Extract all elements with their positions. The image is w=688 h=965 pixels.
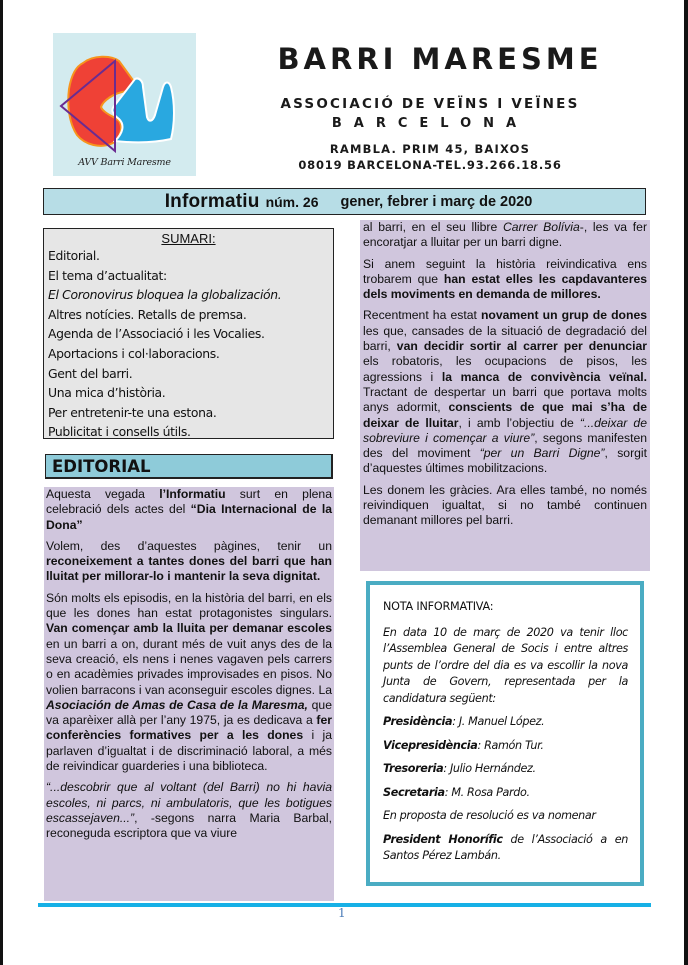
text-run-bold: “Dia Internacional de la Dona” — [46, 502, 332, 532]
issue-banner — [43, 188, 646, 215]
summary-item: Una mica d’història. — [48, 385, 166, 401]
text-run-bold: Van començar amb la lluita per demanar escoles — [46, 621, 332, 636]
honorary-role: President Honorífic — [383, 832, 503, 846]
summary-item: El tema d’actualitat: — [48, 267, 167, 283]
board-name: : J. Manuel López. — [452, 715, 545, 728]
editorial-paragraph — [46, 591, 332, 775]
text-run-bold: van decidir sortir al carrer per denunciar — [396, 339, 647, 354]
text-run-italic: Carrer Bolívia — [502, 220, 580, 234]
editorial-paragraph — [363, 483, 647, 529]
text-run-bold: novament un grup de dones — [480, 308, 648, 323]
text-run-italic: “per un Barri Digne” — [479, 446, 605, 461]
text-run: , segons manifesten des del moviment — [363, 430, 648, 461]
board-name: : Julio Hernández. — [443, 762, 536, 775]
editorial-paragraph — [363, 220, 647, 251]
board-member — [383, 785, 628, 802]
issue-name: Informatiu — [164, 190, 260, 212]
text-run: surt en plena celebració dels actes del — [46, 487, 332, 517]
editorial-paragraph — [363, 257, 647, 303]
board-role: Tresoreria — [383, 762, 444, 775]
text-run: , i amb l’objectiu de — [458, 415, 580, 430]
board-role: Presidència — [383, 715, 453, 728]
logo-graphic-icon — [53, 33, 196, 176]
text-run: , -segons narra Maria Barbal, reconeguda escriptora que va viure — [46, 810, 332, 841]
text-run-bold: reconeixement a tantes dones del barri que han lluitat per millorar-lo i mantenir la seva dignitat. — [46, 554, 332, 584]
address-line-2: 08019 BARCELONA-TEL.93.266.18.56 — [298, 158, 562, 172]
summary-item: Altres notícies. Retalls de premsa. — [48, 306, 247, 322]
info-note-heading: NOTA INFORMATIVA: — [383, 600, 494, 613]
board-name: : Ramón Tur. — [477, 738, 544, 752]
summary-item: El Coronovirus bloquea la globalización. — [48, 287, 282, 303]
association-name: ASSOCIACIÓ DE VEÏNS I VEÏNES — [280, 96, 580, 112]
info-note-intro: En data 10 de març de 2020 va tenir lloc l’Assemblea General de Socis i entre altres punts de l’ordre del dia es va escollir la nova Junta de Govern, representada per la candidatura següent: — [383, 625, 628, 705]
summary-item: Aportacions i col·laboracions. — [48, 345, 220, 361]
association-city: BARCELONA — [331, 116, 529, 131]
summary-item: Editorial. — [48, 248, 100, 263]
text-run: , sorgit d’aquestes últimes mobilitzacions. — [363, 446, 648, 476]
publication-title: BARRI MARESME — [277, 42, 603, 76]
text-run: Tractant de despertar un barri que portava molts anys adormit, — [363, 384, 647, 415]
text-run: Recentment ha estat — [363, 308, 481, 323]
text-run-bold: l’Informatiu — [159, 487, 226, 501]
editorial-paragraph — [46, 487, 332, 533]
association-logo — [53, 33, 196, 176]
editorial-column-right — [360, 220, 650, 571]
board-role: Secretaria — [383, 785, 445, 799]
text-run-bold: la manca de convivència veïnal. — [441, 369, 647, 384]
text-run: en un barri a on, durant més de vuit anys des de la seva creació, els nens i nenes vagaven pels carrers o en acadèmies privades improvisades en pisos. No volien barracons i van aconseguir escoles dignes. La — [46, 636, 332, 697]
editorial-paragraph — [46, 539, 332, 585]
editorial-heading: EDITORIAL — [45, 454, 333, 479]
text-run: que va aparèixer allà per l’any 1975, ja es dedicava a — [46, 697, 332, 728]
address-line-1: RAMBLA. PRIM 45, BAIXOS — [329, 142, 531, 156]
info-note-box — [366, 581, 644, 886]
editorial-paragraph — [363, 308, 647, 476]
summary-item: Publicitat i consells útils. — [48, 424, 191, 440]
text-run-bold: han estat elles les capdavanteres dels moviments en demanda de millores. — [363, 271, 647, 302]
issue-number: núm. 26 — [265, 193, 319, 210]
text-run-italic: “...deixar de sobreviure i començar a viure” — [363, 415, 647, 445]
board-member — [383, 714, 628, 731]
summary-item: Per entretenir-te una estona. — [48, 404, 217, 420]
text-run-bold-italic: Asociación de Amas de Casa de la Maresma, — [46, 697, 308, 712]
board-member — [383, 738, 628, 755]
text-run: al barri, en el seu llibre — [363, 220, 503, 234]
text-run-bold: conscients de que mai s’ha de deixar de lluitar — [363, 400, 647, 430]
editorial-paragraph — [46, 780, 332, 841]
board-name: : M. Rosa Pardo. — [444, 785, 530, 799]
board-role: Vicepresidència — [383, 738, 478, 752]
text-run: Les donem les gràcies. Ara elles també, no només reivindiquen igualtat, si no també continuen demanant millores pel barri. — [363, 482, 647, 528]
text-run: Són molts els episodis, en la història del barri, en els que les dones han estat protagonistes singulars. — [46, 590, 332, 621]
board-member — [383, 761, 628, 778]
page-edge-right — [684, 0, 688, 965]
text-run: Aquesta vegada — [46, 487, 160, 501]
text-run: Si anem seguint la història reivindicativa ens trobarem que — [363, 256, 647, 286]
text-run: Volem, des d’aquestes pàgines, tenir un — [46, 538, 332, 553]
summary-title: SUMARI: — [161, 231, 216, 246]
logo-caption: AVV Barri Maresme — [78, 157, 171, 168]
info-note-proposal: En proposta de resolució es va nomenar — [383, 809, 596, 822]
text-run-bold: fer conferències formatives per a les dones — [46, 713, 332, 743]
page-edge-left — [0, 0, 3, 965]
summary-box — [43, 228, 334, 439]
editorial-column-left — [44, 487, 334, 901]
text-run-italic: “...descobrir que al voltant (del Barri) no hi havia escoles, ni parcs, ni ambulatoris, que les botigues escassejaven...” — [46, 780, 332, 825]
summary-list — [44, 246, 333, 442]
page-number: 1 — [338, 906, 346, 920]
text-run: i ja parlaven d’igualtat i de discriminació laboral, a més de reivindicar guarderies i una biblioteca. — [46, 728, 333, 774]
text-run: -, les va fer encoratjar a lluitar per un barri digne. — [363, 220, 648, 250]
text-run: els robatoris, les ocupacions de pisos, les agressions i — [363, 354, 647, 384]
honorary-text: de l’Associació a en Santos Pérez Lambán. — [383, 832, 628, 862]
text-run: les que, cansades de la situació de degradació del barri, — [363, 323, 647, 354]
honorary-president — [383, 832, 628, 865]
summary-item: Agenda de l’Associació i les Vocalies. — [48, 326, 265, 342]
issue-date: gener, febrer i març de 2020 — [340, 193, 533, 210]
summary-item: Gent del barri. — [48, 365, 133, 381]
